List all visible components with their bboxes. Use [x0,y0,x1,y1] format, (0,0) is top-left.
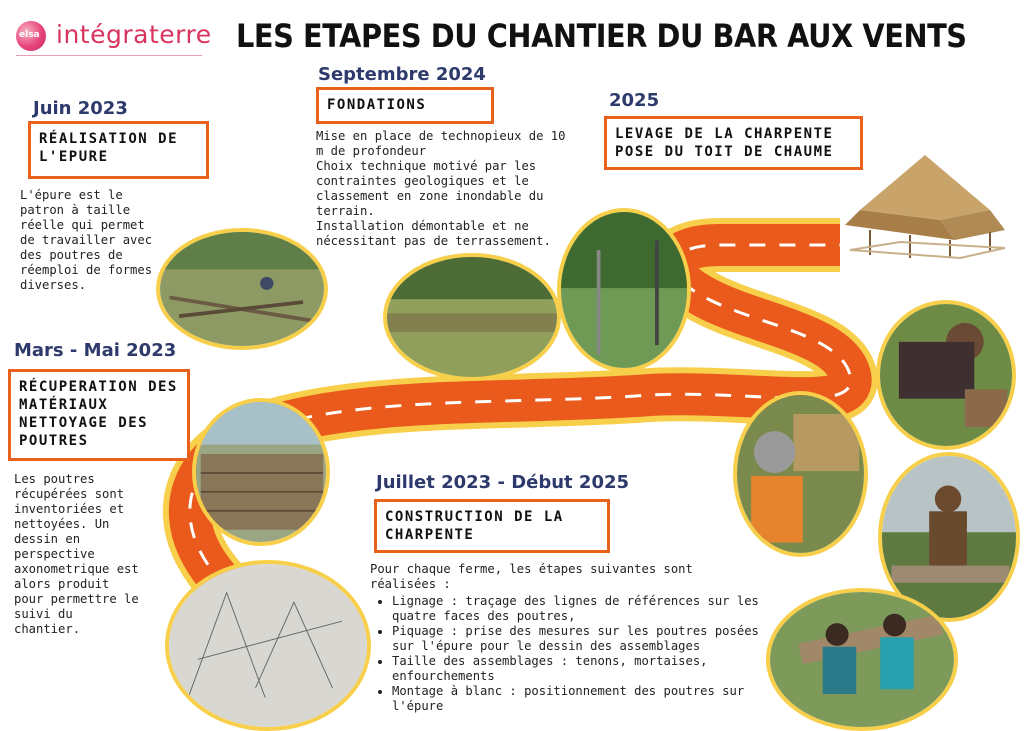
stage-heading-recuperation: RÉCUPERATION DES MATÉRIAUX NETTOYAGE DES POUTRES [8,369,190,461]
stage-heading-fondations: FONDATIONS [316,87,494,124]
construction-intro: Pour chaque ferme, les étapes suivantes sont réalisées : [370,562,693,591]
stage-date-2025: 2025 [609,90,660,111]
stage-text-construction [370,562,760,714]
stacked-beams-photo [192,398,330,546]
people-carrying-beam-photo [766,588,958,731]
construction-step: • Lignage : traçage des lignes de références sur les quatre faces des poutres, [392,594,760,624]
stage-date-juin-2023: Juin 2023 [33,98,128,119]
stage-heading-epure: RÉALISATION DE L'EPURE [28,121,209,179]
blueprint-drawing-photo [165,560,371,731]
construction-step: • Montage à blanc : positionnement des poutres sur l'épure [392,684,760,714]
stage-date-sept-2024: Septembre 2024 [318,64,486,85]
woman-marking-beam-photo [733,391,868,557]
logo-name: intégraterre [56,20,212,49]
stage-date-mars-mai-2023: Mars - Mai 2023 [14,340,177,361]
stage-text-epure: L'épure est le patron à taille réelle qui permet de travailler avec des poutres de réemploi de formes diverses. [20,188,153,292]
stage-text-recuperation: Les poutres récupérées sont inventoriées et nettoyées. Un dessin en perspective axonometrique est alors produit pour permettre le suivi du chantier. [14,472,139,636]
logo-badge-text: elsa [19,30,40,40]
construction-step: • Taille des assemblages : tenons, mortaises, enfourchements [392,654,760,684]
field-with-beams-photo [156,228,328,350]
field-piles-photo [383,253,561,381]
logo-underline [16,55,202,56]
construction-steps [370,594,760,714]
roof-3d-model [840,150,1010,260]
stage-heading-construction: CONSTRUCTION DE LA CHARPENTE [374,499,610,553]
construction-step: • Piquage : prise des mesures sur les poutres posées sur l'épure pour le dessin des assemblages [392,624,760,654]
forest-field-photo [557,208,691,372]
page-title: LES ETAPES DU CHANTIER DU BAR AUX VENTS [236,17,967,55]
man-working-beam-photo [876,300,1016,450]
stage-heading-levage: LEVAGE DE LA CHARPENTE POSE DU TOIT DE CHAUME [604,116,863,170]
stage-date-juillet-2023: Juillet 2023 - Début 2025 [376,472,630,493]
stage-text-fondations: Mise en place de technopieux de 10 m de profondeur Choix technique motivé par les contraintes geologiques et le classement en zone inondable du terrain. Installation démontable et ne nécessitant pas de terrassement. [316,129,566,248]
